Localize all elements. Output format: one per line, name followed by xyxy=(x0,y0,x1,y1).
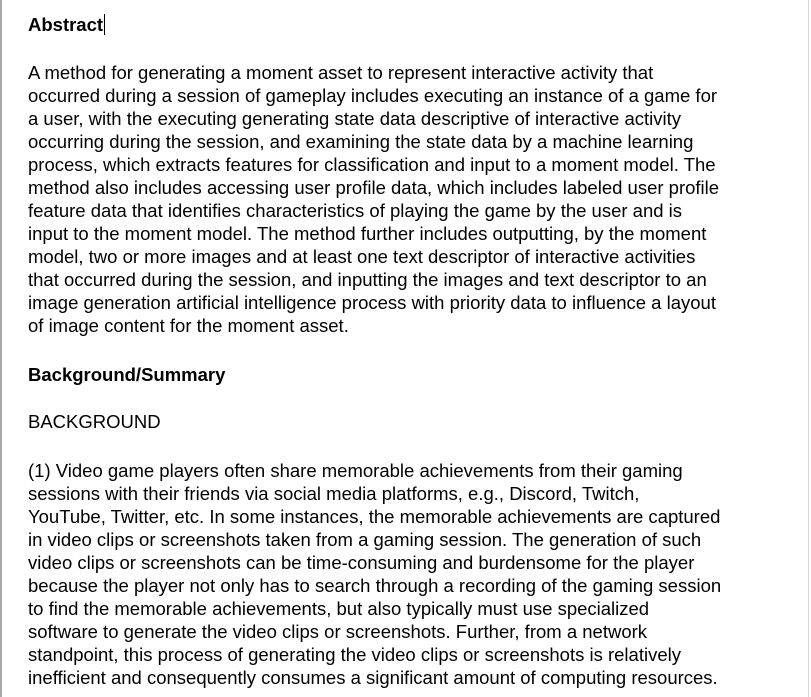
paragraph-1-line: to find the memorable achievements, but also typically must use specialized xyxy=(28,598,650,619)
abstract-line: of image content for the moment asset. xyxy=(28,315,349,336)
paragraph-1-line: in video clips or screenshots taken from a gaming session. The generation of such xyxy=(28,529,702,550)
abstract-heading xyxy=(28,13,105,36)
abstract-line: occurred during a session of gameplay includes executing an instance of a game for xyxy=(28,85,718,106)
abstract-line: method also includes accessing user profile data, which includes labeled user profile xyxy=(28,177,720,198)
abstract-line: model, two or more images and at least one text descriptor of interactive activities xyxy=(28,246,696,267)
text-cursor xyxy=(104,14,105,35)
abstract-line: occurring during the session, and examining the state data by a machine learning xyxy=(28,131,694,152)
background-summary-heading: Background/Summary xyxy=(28,364,226,385)
abstract-paragraph xyxy=(28,61,719,337)
abstract-line: input to the moment model. The method further includes outputting, by the moment xyxy=(28,223,707,244)
paragraph-1-line: software to generate the video clips or screenshots. Further, from a network xyxy=(28,621,648,642)
paragraph-1-line: inefficient and consequently consumes a significant amount of computing resources. xyxy=(28,667,718,688)
paragraph-1-line: standpoint, this process of generating the video clips or screenshots is relatively xyxy=(28,644,681,665)
abstract-line: image generation artificial intelligence process with priority data to influence a layout xyxy=(28,292,716,313)
abstract-line: feature data that identifies characteristics of playing the game by the user and is xyxy=(28,200,683,221)
abstract-line: process, which extracts features for classification and input to a moment model. The xyxy=(28,154,716,175)
background-label-text: BACKGROUND xyxy=(28,411,161,432)
abstract-line: that occurred during the session, and inputting the images and text descriptor to an xyxy=(28,269,707,290)
background-label xyxy=(28,410,161,433)
abstract-heading-text: Abstract xyxy=(28,14,104,35)
paragraph-1 xyxy=(28,459,721,689)
paragraph-1-line: YouTube, Twitter, etc. In some instances, the memorable achievements are captured xyxy=(28,506,721,527)
paragraph-1-line: (1) Video game players often share memorable achievements from their gaming xyxy=(28,460,683,481)
abstract-line: a user, with the executing generating state data descriptive of interactive activity xyxy=(28,108,682,129)
paragraph-1-line: video clips or screenshots can be time-consuming and burdensome for the player xyxy=(28,552,695,573)
paragraph-1-line: because the player not only has to search through a recording of the gaming session xyxy=(28,575,722,596)
paragraph-1-line: sessions with their friends via social media platforms, e.g., Discord, Twitch, xyxy=(28,483,640,504)
abstract-line: A method for generating a moment asset to represent interactive activity that xyxy=(28,62,654,83)
